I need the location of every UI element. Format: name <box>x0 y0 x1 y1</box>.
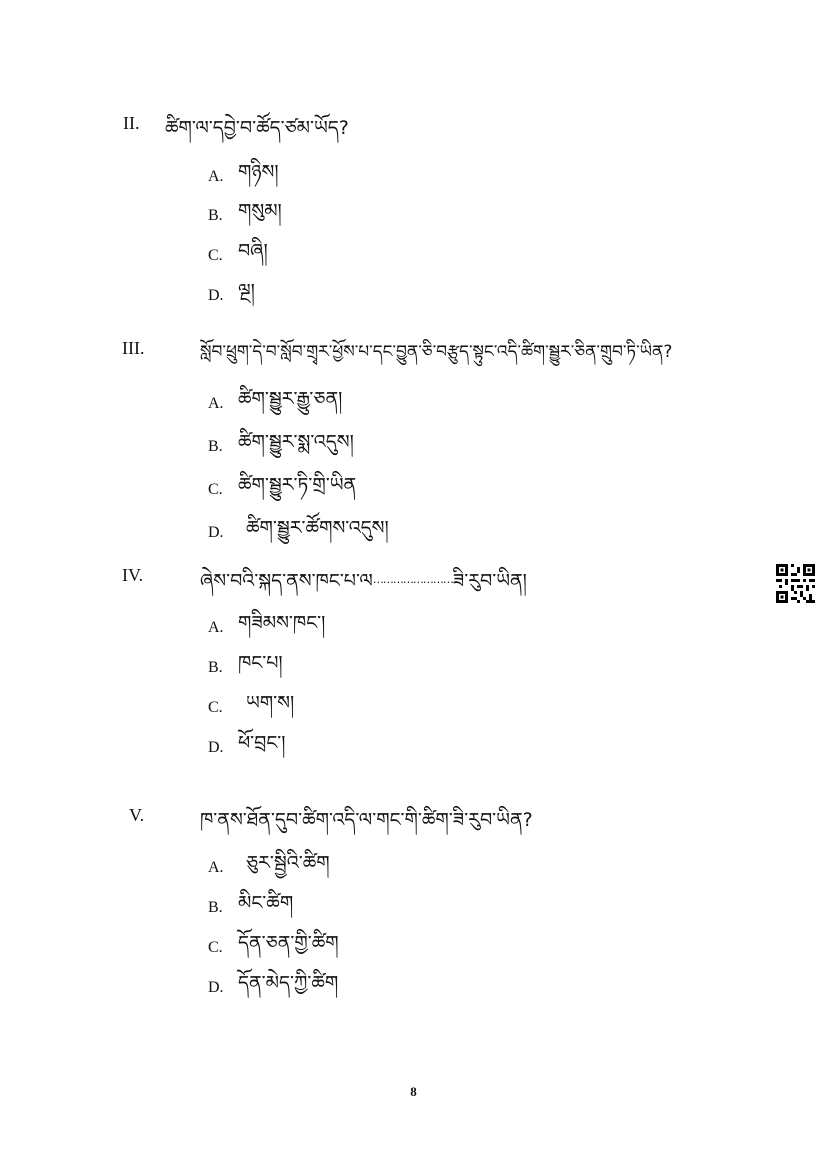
question-number: III. <box>122 338 145 358</box>
option-text: ཚིག་སྦྱུར་ཏི་གྲི་ཡིན <box>238 474 357 496</box>
option-c <box>208 463 357 498</box>
option-letter: A. <box>208 168 224 185</box>
option-letter: B. <box>208 438 223 455</box>
option-c <box>208 681 295 716</box>
option-d <box>208 961 339 996</box>
blank-dots: …………………… <box>372 573 453 586</box>
option-letter: B. <box>208 207 223 224</box>
question-number: V. <box>129 805 145 825</box>
option-letter: A. <box>208 619 224 636</box>
option-letter: B. <box>208 659 223 676</box>
option-letter: D. <box>208 739 224 756</box>
option-text: ཁང་པ། <box>238 652 283 674</box>
option-text: ཅུར་སྦྱིའི་ཚིག <box>246 852 330 874</box>
option-b <box>208 881 294 916</box>
option-letter: C. <box>208 247 223 264</box>
question-text: སློབ་ཕྲུག་དེ་བ་སློབ་གྲྭར་ཕྱོས་པ་དང་བྱུན་ཅི་བརྩུད་སྟུང་འདི་ཚིག་སྦྱུར་ཅིན་གྲུབ་ཏི་ཡིན? <box>200 342 673 362</box>
option-c <box>208 229 268 264</box>
page-number: 8 <box>410 1084 417 1099</box>
question-text-after: ཟི་རུབ་ཡིན། <box>452 570 527 592</box>
option-text: ལྔ། <box>238 280 255 302</box>
option-letter: A. <box>208 859 224 876</box>
question-text-before: ཞེས་བའི་སྐད་ནས་ཁང་པ་ལ <box>200 570 373 592</box>
option-letter: D. <box>208 287 224 304</box>
question-number: IV. <box>122 565 144 585</box>
option-letter: C. <box>208 699 223 716</box>
option-a <box>208 377 343 412</box>
option-a <box>208 841 330 876</box>
option-letter: C. <box>208 481 223 498</box>
option-b <box>208 420 354 455</box>
question-number: II. <box>123 113 140 133</box>
option-text: ཡག་ས། <box>246 692 295 714</box>
option-b <box>208 189 282 224</box>
option-text: ཚིག་སྦྱུར་རྒྱུ་ཅན། <box>238 388 343 410</box>
option-text: གཉིས། <box>238 161 279 183</box>
option-text: ཕོ་བྲང་། <box>238 732 286 754</box>
option-text: བཞི། <box>238 240 268 262</box>
option-text: ཚིག་སྦྱུར་སྨ་འདུས། <box>238 431 354 453</box>
option-text: དོན་ཅན་གྱི་ཚིག <box>238 932 339 954</box>
option-letter: D. <box>208 979 224 996</box>
option-text: མིང་ཚིག <box>238 892 294 914</box>
qr-code-icon <box>776 564 815 603</box>
option-d <box>208 269 255 304</box>
option-text: དོན་མེད་ཀྱི་ཚིག <box>238 972 339 994</box>
question-text: ཁ་ནས་ཐོན་དུབ་ཚིག་འདི་ལ་གང་གི་ཚིག་ཟི་རུབ་ཡིན? <box>200 809 533 831</box>
option-letter: A. <box>208 395 224 412</box>
question-text: ཚིག་ལ་དབྱེ་བ་ཚོད་ཙམ་ཡོད? <box>165 117 349 139</box>
option-text: གཟིམས་ཁང་། <box>238 612 326 634</box>
option-a <box>208 150 279 185</box>
option-a <box>208 601 326 636</box>
option-c <box>208 921 339 956</box>
option-d <box>208 721 286 756</box>
option-letter: C. <box>208 939 223 956</box>
option-text: གསུམ། <box>238 200 282 222</box>
option-letter: D. <box>208 524 224 541</box>
option-d <box>208 506 389 541</box>
option-letter: B. <box>208 899 223 916</box>
option-text: ཚིག་སྦྱུར་ཚོགས་འདུས། <box>246 517 389 539</box>
option-b <box>208 641 283 676</box>
